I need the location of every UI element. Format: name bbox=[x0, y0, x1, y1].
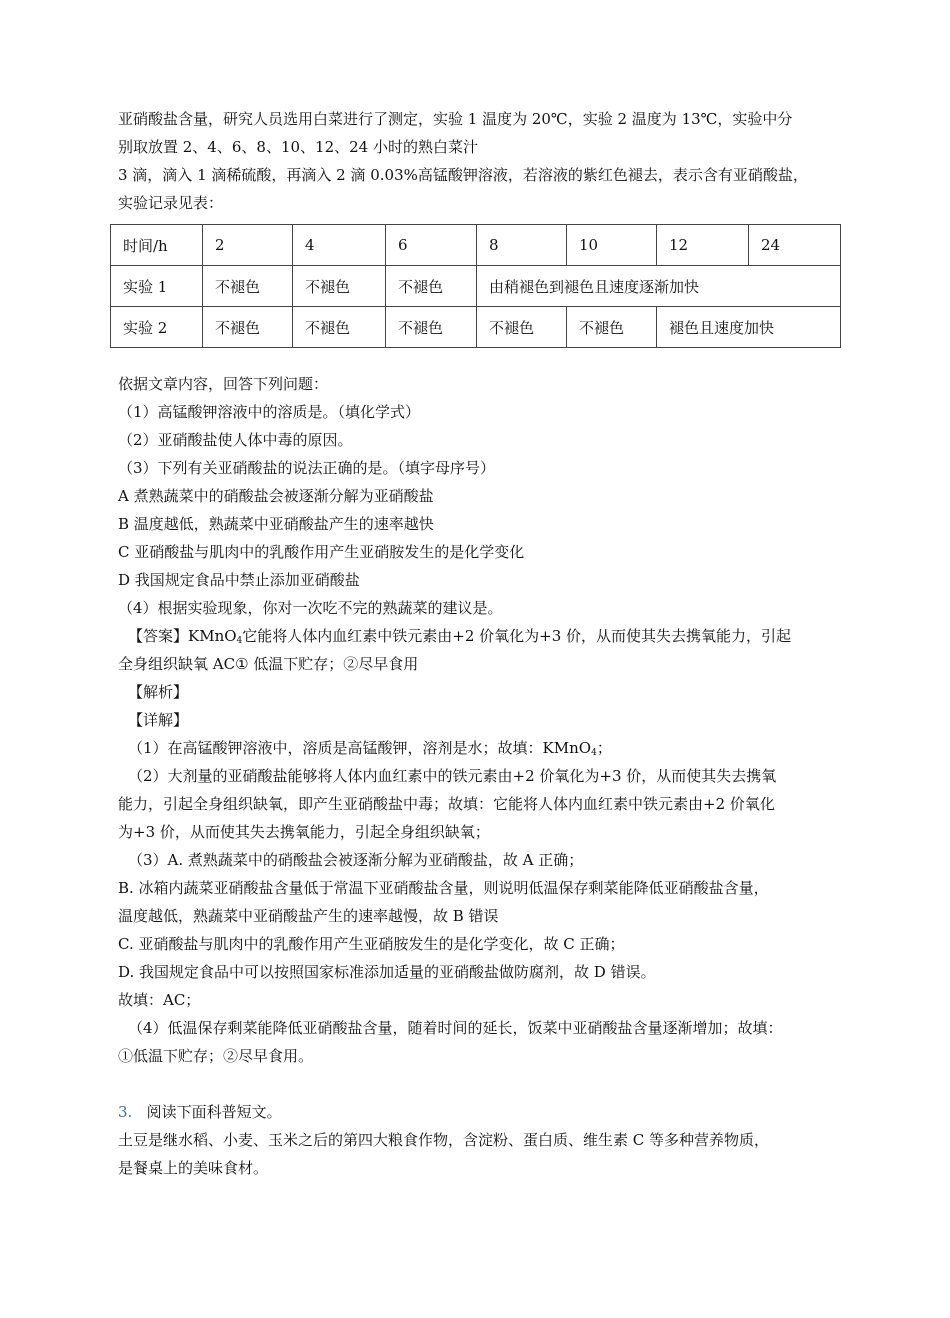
detail-part-3: （3）A. 煮熟蔬菜中的硝酸盐会被逐渐分解为亚硝酸盐，故 A 正确； bbox=[128, 851, 584, 869]
detail-part-4-line-1: （4）低温保存剩菜能降低亚硝酸盐含量，随着时间的延长，饭菜中亚硝酸盐含量逐渐增加；故填： bbox=[128, 1019, 783, 1037]
detail-part-4-line-2: ①低温下贮存；②尽早食用。 bbox=[118, 1047, 314, 1065]
question-4: （4）根据实验现象，你对一次吃不完的熟蔬菜的建议是。 bbox=[118, 599, 503, 617]
table-header-cell: 6 bbox=[386, 225, 477, 266]
intro-line-3: 3 滴，滴入 1 滴稀硫酸，再滴入 2 滴 0.03%高锰酸钾溶液，若溶液的紫红色褪去，表示含有亚硝酸盐， bbox=[118, 166, 808, 184]
table-header-cell: 4 bbox=[293, 225, 386, 266]
experiment-table bbox=[110, 224, 841, 348]
option-d: D 我国规定食品中禁止添加亚硝酸盐 bbox=[118, 571, 360, 589]
answer-line-2: 全身组织缺氧 AC① 低温下贮存；②尽早食用 bbox=[118, 655, 419, 673]
questions-lead: 依据文章内容，回答下列问题： bbox=[118, 375, 329, 393]
detail-part-1-subscript: 4 bbox=[591, 748, 597, 758]
intro-line-2: 别取放置 2、4、6、8、10、12、24 小时的熟白菜汁 bbox=[118, 138, 478, 156]
question-3: （3）下列有关亚硝酸盐的说法正确的是。（填字母序号） bbox=[118, 459, 496, 477]
answer-line-1 bbox=[128, 625, 791, 652]
table-row-label: 实验 2 bbox=[111, 307, 203, 348]
option-a: A 煮熟蔬菜中的硝酸盐会被逐渐分解为亚硝酸盐 bbox=[118, 487, 434, 505]
detail-c: C. 亚硝酸盐与肌肉中的乳酸作用产生亚硝胺发生的是化学变化，故 C 正确； bbox=[118, 935, 625, 953]
detail-part-2-line-2: 能力，引起全身组织缺氧，即产生亚硝酸盐中毒；故填：它能将人体内血红素中铁元素由+2 价氧化 bbox=[118, 795, 775, 813]
question-2: （2）亚硝酸盐使人体中毒的原因。 bbox=[118, 431, 353, 449]
table-cell: 不褪色 bbox=[386, 307, 477, 348]
detail-part-2-line-3: 为+3 价，从而使其失去携氧能力，引起全身组织缺氧； bbox=[118, 823, 490, 841]
question-1: （1）高锰酸钾溶液中的溶质是。（填化学式） bbox=[118, 403, 421, 421]
table-cell: 不褪色 bbox=[293, 307, 386, 348]
table-cell: 不褪色 bbox=[477, 307, 567, 348]
table-row-label: 实验 1 bbox=[111, 266, 203, 307]
answer-formula: KMnO bbox=[188, 627, 237, 645]
intro-line-1: 亚硝酸盐含量，研究人员选用白菜进行了测定，实验 1 温度为 20℃，实验 2 温度为 13℃，实验中分 bbox=[118, 110, 793, 128]
table-merged-cell: 由稍褪色到褪色且速度逐渐加快 bbox=[477, 266, 841, 307]
detail-fill: 故填：AC； bbox=[118, 991, 201, 1009]
question-title: 阅读下面科普短文。 bbox=[146, 1103, 282, 1121]
table-cell: 不褪色 bbox=[386, 266, 477, 307]
detail-part-1-end: ； bbox=[596, 739, 612, 757]
table-cell: 不褪色 bbox=[293, 266, 386, 307]
question-number: 3. bbox=[118, 1103, 133, 1121]
detail-b-line-2: 温度越低，熟蔬菜中亚硝酸盐产生的速率越慢，故 B 错误 bbox=[118, 907, 499, 925]
answer-tag: 【答案】 bbox=[128, 627, 189, 645]
question-3-heading bbox=[118, 1101, 282, 1123]
table-header-cell: 24 bbox=[749, 225, 841, 266]
option-c: C 亚硝酸盐与肌肉中的乳酸作用产生亚硝胺发生的是化学变化 bbox=[118, 543, 525, 561]
detail-d: D. 我国规定食品中可以按照国家标准添加适量的亚硝酸盐做防腐剂，故 D 错误。 bbox=[118, 963, 656, 981]
table-row-experiment-2 bbox=[111, 307, 841, 348]
answer-formula-subscript: 4 bbox=[236, 636, 243, 646]
answer-text: 它能将人体内血红素中铁元素由+2 价氧化为+3 价，从而使其失去携氧能力，引起 bbox=[242, 627, 792, 645]
detail-b-line-1: B. 冰箱内蔬菜亚硝酸盐含量低于常温下亚硝酸盐含量，则说明低温保存剩菜能降低亚硝酸盐含量， bbox=[118, 879, 769, 897]
table-header-cell: 10 bbox=[567, 225, 657, 266]
table-cell: 不褪色 bbox=[203, 307, 293, 348]
detail-tag: 【详解】 bbox=[128, 711, 189, 729]
detail-part-1-text: （1）在高锰酸钾溶液中，溶质是高锰酸钾，溶剂是水；故填：KMnO bbox=[128, 739, 592, 757]
table-row-experiment-1 bbox=[111, 266, 841, 307]
table-cell: 不褪色 bbox=[567, 307, 657, 348]
table-merged-cell: 褪色且速度加快 bbox=[657, 307, 841, 348]
reading-line-2: 是餐桌上的美味食材。 bbox=[118, 1159, 269, 1177]
analysis-tag: 【解析】 bbox=[128, 683, 189, 701]
table-header-cell: 2 bbox=[203, 225, 293, 266]
table-header-cell: 8 bbox=[477, 225, 567, 266]
detail-part-2-line-1: （2）大剂量的亚硝酸盐能够将人体内血红素中的铁元素由+2 价氧化为+3 价，从而使其失去携氧 bbox=[128, 767, 777, 785]
detail-part-1 bbox=[128, 737, 612, 764]
table-header-row bbox=[111, 225, 841, 266]
intro-line-4: 实验记录见表： bbox=[118, 194, 224, 212]
table-header-cell: 时间/h bbox=[111, 225, 203, 266]
option-b: B 温度越低，熟蔬菜中亚硝酸盐产生的速率越快 bbox=[118, 515, 434, 533]
table-cell: 不褪色 bbox=[203, 266, 293, 307]
table-header-cell: 12 bbox=[657, 225, 749, 266]
reading-line-1: 土豆是继水稻、小麦、玉米之后的第四大粮食作物，含淀粉、蛋白质、维生素 C 等多种营养物质， bbox=[118, 1131, 770, 1149]
